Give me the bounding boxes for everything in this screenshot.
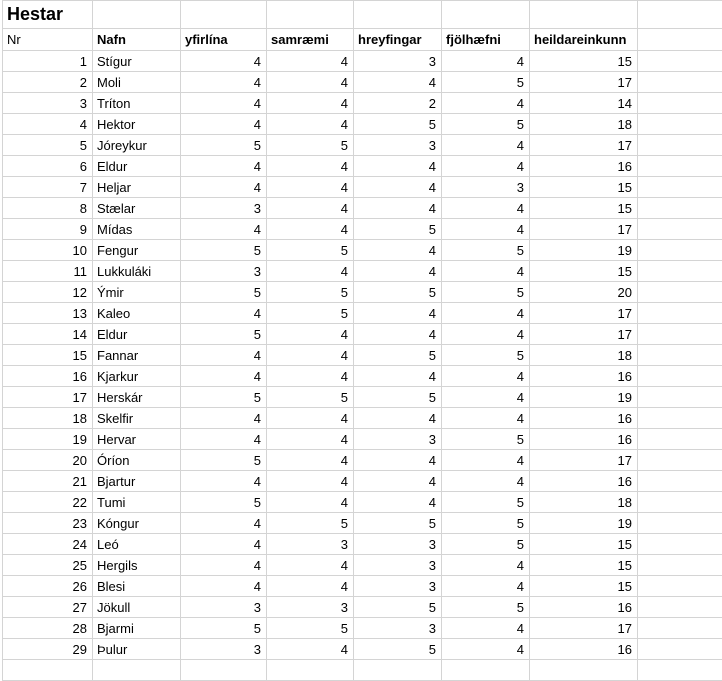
empty-cell[interactable] [638,660,722,681]
cell-heildareinkunn[interactable]: 17 [530,219,638,240]
header-cell-nafn[interactable]: Nafn [93,29,181,51]
empty-cell[interactable] [638,555,722,576]
empty-cell[interactable] [638,450,722,471]
cell-samraemi[interactable]: 4 [267,177,354,198]
table-row [3,450,722,471]
cell-yfirlina[interactable]: 4 [181,471,267,492]
cell-heildareinkunn[interactable]: 19 [530,513,638,534]
cell-yfirlina[interactable]: 4 [181,51,267,72]
table-row [3,387,722,408]
table-row [3,324,722,345]
cell-yfirlina[interactable]: 5 [181,492,267,513]
table-row [3,240,722,261]
empty-cell[interactable] [638,534,722,555]
table-row [3,639,722,660]
cell-fjolhaefni[interactable]: 5 [442,513,530,534]
empty-cell[interactable] [638,198,722,219]
table-row [3,156,722,177]
cell-nafn[interactable]: Mídas [93,219,181,240]
table-row [3,492,722,513]
cell-hreyfingar[interactable]: 4 [354,303,442,324]
cell-nr[interactable]: 24 [3,534,93,555]
cell-heildareinkunn[interactable]: 19 [530,387,638,408]
cell-nafn[interactable]: Jökull [93,597,181,618]
cell-yfirlina[interactable]: 3 [181,198,267,219]
cell-hreyfingar[interactable]: 2 [354,93,442,114]
cell-yfirlina[interactable]: 4 [181,555,267,576]
cell-samraemi[interactable]: 4 [267,93,354,114]
cell-nafn[interactable]: Hergils [93,555,181,576]
cell-fjolhaefni[interactable]: 3 [442,177,530,198]
cell-nr[interactable]: 13 [3,303,93,324]
cell-nafn[interactable]: Jóreykur [93,135,181,156]
cell-nr[interactable]: 1 [3,51,93,72]
cell-nr[interactable]: 9 [3,219,93,240]
cell-yfirlina[interactable]: 5 [181,240,267,261]
cell-nafn[interactable]: Blesi [93,576,181,597]
cell-nr[interactable]: 3 [3,93,93,114]
cell-heildareinkunn[interactable]: 15 [530,576,638,597]
cell-nafn[interactable]: Heljar [93,177,181,198]
cell-hreyfingar[interactable]: 3 [354,555,442,576]
cell-nafn[interactable]: Kjarkur [93,366,181,387]
cell-yfirlina[interactable]: 4 [181,177,267,198]
cell-samraemi[interactable]: 4 [267,72,354,93]
cell-hreyfingar[interactable]: 3 [354,576,442,597]
cell-samraemi[interactable]: 4 [267,429,354,450]
cell-yfirlina[interactable]: 4 [181,366,267,387]
empty-cell[interactable] [638,114,722,135]
cell-heildareinkunn[interactable]: 15 [530,261,638,282]
cell-nr[interactable]: 5 [3,135,93,156]
cell-fjolhaefni[interactable]: 4 [442,450,530,471]
cell-hreyfingar[interactable]: 3 [354,429,442,450]
cell-fjolhaefni[interactable]: 4 [442,618,530,639]
header-cell-fjolhaefni[interactable]: fjölhæfni [442,29,530,51]
table-row [3,408,722,429]
cell-yfirlina[interactable]: 4 [181,114,267,135]
cell-fjolhaefni[interactable]: 4 [442,135,530,156]
cell-hreyfingar[interactable]: 5 [354,114,442,135]
cell-nafn[interactable]: Bjartur [93,471,181,492]
table-row [3,429,722,450]
cell-hreyfingar[interactable]: 4 [354,324,442,345]
cell-hreyfingar[interactable]: 4 [354,408,442,429]
cell-fjolhaefni[interactable]: 4 [442,639,530,660]
spreadsheet-grid [2,0,722,681]
cell-yfirlina[interactable]: 3 [181,261,267,282]
cell-samraemi[interactable]: 3 [267,597,354,618]
cell-samraemi[interactable]: 4 [267,114,354,135]
cell-fjolhaefni[interactable]: 4 [442,156,530,177]
table-row [3,597,722,618]
cell-nr[interactable]: 21 [3,471,93,492]
empty-cell[interactable] [638,345,722,366]
cell-nafn[interactable]: Moli [93,72,181,93]
cell-yfirlina[interactable]: 3 [181,639,267,660]
empty-cell[interactable] [638,597,722,618]
cell-nr[interactable]: 19 [3,429,93,450]
cell-hreyfingar[interactable]: 3 [354,534,442,555]
empty-cell[interactable] [638,72,722,93]
cell-samraemi[interactable]: 5 [267,240,354,261]
cell-nr[interactable]: 8 [3,198,93,219]
cell-nafn[interactable]: Hervar [93,429,181,450]
cell-hreyfingar[interactable]: 4 [354,366,442,387]
table-row [3,282,722,303]
cell-yfirlina[interactable]: 5 [181,450,267,471]
cell-fjolhaefni[interactable]: 5 [442,534,530,555]
cell-nafn[interactable]: Stígur [93,51,181,72]
cell-samraemi[interactable]: 5 [267,387,354,408]
cell-fjolhaefni[interactable]: 4 [442,471,530,492]
cell-hreyfingar[interactable]: 5 [354,345,442,366]
header-cell-hreyfingar[interactable]: hreyfingar [354,29,442,51]
cell-hreyfingar[interactable]: 4 [354,198,442,219]
cell-heildareinkunn[interactable]: 16 [530,639,638,660]
cell-fjolhaefni[interactable]: 4 [442,51,530,72]
empty-cell[interactable] [638,303,722,324]
cell-nr[interactable]: 10 [3,240,93,261]
cell-nafn[interactable]: Óríon [93,450,181,471]
cell-hreyfingar[interactable]: 3 [354,51,442,72]
cell-hreyfingar[interactable]: 4 [354,240,442,261]
cell-heildareinkunn[interactable]: 17 [530,135,638,156]
cell-hreyfingar[interactable]: 4 [354,177,442,198]
cell-nr[interactable]: 11 [3,261,93,282]
cell-heildareinkunn[interactable]: 16 [530,429,638,450]
cell-samraemi[interactable]: 4 [267,555,354,576]
cell-fjolhaefni[interactable]: 4 [442,576,530,597]
title-row [3,1,722,29]
cell-nr[interactable]: 17 [3,387,93,408]
empty-cell[interactable] [638,513,722,534]
cell-fjolhaefni[interactable]: 4 [442,261,530,282]
cell-yfirlina[interactable]: 4 [181,72,267,93]
empty-cell[interactable] [638,366,722,387]
cell-fjolhaefni[interactable]: 5 [442,345,530,366]
cell-fjolhaefni[interactable]: 4 [442,303,530,324]
empty-cell[interactable] [638,618,722,639]
table-row [3,261,722,282]
table-row [3,555,722,576]
table-row [3,576,722,597]
cell-heildareinkunn[interactable]: 16 [530,156,638,177]
cell-nr[interactable]: 14 [3,324,93,345]
header-cell-heildareinkunn[interactable]: heildareinkunn [530,29,638,51]
header-cell-samraemi[interactable]: samræmi [267,29,354,51]
cell-hreyfingar[interactable]: 4 [354,450,442,471]
empty-cell[interactable] [181,660,267,681]
header-cell-yfirlina[interactable]: yfirlína [181,29,267,51]
cell-yfirlina[interactable]: 5 [181,324,267,345]
cell-nafn[interactable]: Bjarmi [93,618,181,639]
empty-cell[interactable] [638,156,722,177]
cell-hreyfingar[interactable]: 4 [354,72,442,93]
cell-samraemi[interactable]: 4 [267,471,354,492]
cell-nafn[interactable]: Kóngur [93,513,181,534]
cell-samraemi[interactable]: 4 [267,450,354,471]
cell-nafn[interactable]: Fengur [93,240,181,261]
cell-heildareinkunn[interactable]: 14 [530,93,638,114]
empty-cell[interactable] [638,408,722,429]
cell-nafn[interactable]: Tumi [93,492,181,513]
empty-cell[interactable] [181,1,267,29]
cell-nr[interactable]: 2 [3,72,93,93]
cell-yfirlina[interactable]: 4 [181,219,267,240]
cell-heildareinkunn[interactable]: 15 [530,177,638,198]
table-row [3,471,722,492]
cell-samraemi[interactable]: 4 [267,324,354,345]
empty-cell[interactable] [638,261,722,282]
cell-samraemi[interactable]: 5 [267,303,354,324]
cell-hreyfingar[interactable]: 5 [354,219,442,240]
cell-yfirlina[interactable]: 4 [181,93,267,114]
cell-fjolhaefni[interactable]: 5 [442,492,530,513]
cell-nafn[interactable]: Eldur [93,324,181,345]
cell-nr[interactable]: 12 [3,282,93,303]
cell-fjolhaefni[interactable]: 4 [442,408,530,429]
cell-heildareinkunn[interactable]: 17 [530,450,638,471]
cell-yfirlina[interactable]: 4 [181,408,267,429]
sheet-title-cell[interactable]: Hestar [3,1,93,29]
empty-cell[interactable] [638,135,722,156]
cell-samraemi[interactable]: 4 [267,366,354,387]
cell-nr[interactable]: 22 [3,492,93,513]
cell-hreyfingar[interactable]: 3 [354,618,442,639]
cell-fjolhaefni[interactable]: 5 [442,240,530,261]
cell-hreyfingar[interactable]: 5 [354,282,442,303]
cell-yfirlina[interactable]: 4 [181,513,267,534]
table-row [3,93,722,114]
table-row [3,618,722,639]
cell-yfirlina[interactable]: 5 [181,135,267,156]
header-row [3,29,722,51]
empty-cell[interactable] [530,1,638,29]
table-row [3,366,722,387]
cell-samraemi[interactable]: 5 [267,618,354,639]
table-row [3,135,722,156]
cell-hreyfingar[interactable]: 4 [354,471,442,492]
cell-heildareinkunn[interactable]: 20 [530,282,638,303]
empty-cell[interactable] [638,492,722,513]
empty-row [3,660,722,681]
cell-samraemi[interactable]: 4 [267,51,354,72]
cell-nafn[interactable]: Hektor [93,114,181,135]
cell-nr[interactable]: 26 [3,576,93,597]
cell-samraemi[interactable]: 5 [267,135,354,156]
empty-cell[interactable] [93,660,181,681]
cell-yfirlina[interactable]: 5 [181,618,267,639]
cell-nr[interactable]: 4 [3,114,93,135]
cell-samraemi[interactable]: 4 [267,219,354,240]
cell-nafn[interactable]: Herskár [93,387,181,408]
cell-yfirlina[interactable]: 3 [181,597,267,618]
empty-cell[interactable] [354,660,442,681]
cell-yfirlina[interactable]: 5 [181,387,267,408]
cell-samraemi[interactable]: 4 [267,492,354,513]
cell-nafn[interactable]: Lukkuláki [93,261,181,282]
cell-nafn[interactable]: Skelfir [93,408,181,429]
cell-fjolhaefni[interactable]: 5 [442,429,530,450]
cell-nafn[interactable]: Þulur [93,639,181,660]
empty-cell[interactable] [638,240,722,261]
cell-heildareinkunn[interactable]: 18 [530,114,638,135]
empty-cell[interactable] [638,29,722,51]
cell-heildareinkunn[interactable]: 15 [530,555,638,576]
cell-nafn[interactable]: Leó [93,534,181,555]
cell-yfirlina[interactable]: 4 [181,345,267,366]
cell-hreyfingar[interactable]: 3 [354,135,442,156]
cell-heildareinkunn[interactable]: 18 [530,492,638,513]
cell-heildareinkunn[interactable]: 17 [530,618,638,639]
empty-cell[interactable] [638,1,722,29]
cell-hreyfingar[interactable]: 4 [354,156,442,177]
cell-hreyfingar[interactable]: 5 [354,513,442,534]
empty-cell[interactable] [638,387,722,408]
cell-samraemi[interactable]: 4 [267,198,354,219]
cell-nafn[interactable]: Fannar [93,345,181,366]
cell-samraemi[interactable]: 5 [267,513,354,534]
cell-heildareinkunn[interactable]: 16 [530,366,638,387]
empty-cell[interactable] [530,660,638,681]
cell-fjolhaefni[interactable]: 4 [442,387,530,408]
cell-nr[interactable]: 16 [3,366,93,387]
empty-cell[interactable] [638,282,722,303]
cell-hreyfingar[interactable]: 5 [354,639,442,660]
table-row [3,534,722,555]
cell-samraemi[interactable]: 5 [267,282,354,303]
cell-hreyfingar[interactable]: 5 [354,387,442,408]
table-row [3,114,722,135]
empty-cell[interactable] [442,1,530,29]
cell-heildareinkunn[interactable]: 19 [530,240,638,261]
cell-nr[interactable]: 20 [3,450,93,471]
cell-heildareinkunn[interactable]: 18 [530,345,638,366]
table-row [3,198,722,219]
empty-cell[interactable] [267,1,354,29]
cell-heildareinkunn[interactable]: 16 [530,597,638,618]
table-row [3,303,722,324]
cell-yfirlina[interactable]: 4 [181,429,267,450]
cell-fjolhaefni[interactable]: 5 [442,114,530,135]
cell-fjolhaefni[interactable]: 4 [442,324,530,345]
cell-fjolhaefni[interactable]: 4 [442,93,530,114]
cell-samraemi[interactable]: 3 [267,534,354,555]
cell-nr[interactable]: 18 [3,408,93,429]
cell-heildareinkunn[interactable]: 16 [530,471,638,492]
cell-samraemi[interactable]: 4 [267,345,354,366]
table-row [3,513,722,534]
table-row [3,345,722,366]
cell-heildareinkunn[interactable]: 15 [530,51,638,72]
cell-fjolhaefni[interactable]: 4 [442,198,530,219]
cell-fjolhaefni[interactable]: 4 [442,219,530,240]
cell-fjolhaefni[interactable]: 5 [442,597,530,618]
cell-nafn[interactable]: Tríton [93,93,181,114]
cell-fjolhaefni[interactable]: 4 [442,555,530,576]
cell-heildareinkunn[interactable]: 17 [530,324,638,345]
cell-nr[interactable]: 27 [3,597,93,618]
table-row [3,51,722,72]
table-row [3,219,722,240]
cell-nr[interactable]: 7 [3,177,93,198]
empty-cell[interactable] [638,471,722,492]
empty-cell[interactable] [638,324,722,345]
cell-samraemi[interactable]: 4 [267,408,354,429]
cell-samraemi[interactable]: 4 [267,639,354,660]
cell-yfirlina[interactable]: 4 [181,303,267,324]
cell-yfirlina[interactable]: 4 [181,576,267,597]
table-row [3,177,722,198]
empty-cell[interactable] [638,429,722,450]
empty-cell[interactable] [638,93,722,114]
cell-heildareinkunn[interactable]: 15 [530,534,638,555]
cell-heildareinkunn[interactable]: 17 [530,72,638,93]
cell-nafn[interactable]: Eldur [93,156,181,177]
cell-nafn[interactable]: Stælar [93,198,181,219]
cell-yfirlina[interactable]: 4 [181,534,267,555]
empty-cell[interactable] [638,639,722,660]
cell-nafn[interactable]: Ýmir [93,282,181,303]
empty-cell[interactable] [638,219,722,240]
empty-cell[interactable] [267,660,354,681]
cell-heildareinkunn[interactable]: 17 [530,303,638,324]
cell-nr[interactable]: 6 [3,156,93,177]
cell-fjolhaefni[interactable]: 4 [442,366,530,387]
cell-hreyfingar[interactable]: 5 [354,597,442,618]
header-cell-nr[interactable]: Nr [3,29,93,51]
cell-samraemi[interactable]: 4 [267,576,354,597]
empty-cell[interactable] [638,51,722,72]
table-row [3,72,722,93]
table-body [3,51,722,660]
cell-heildareinkunn[interactable]: 15 [530,198,638,219]
cell-hreyfingar[interactable]: 4 [354,492,442,513]
empty-cell[interactable] [354,1,442,29]
cell-nr[interactable]: 15 [3,345,93,366]
cell-fjolhaefni[interactable]: 5 [442,72,530,93]
cell-nafn[interactable]: Kaleo [93,303,181,324]
cell-heildareinkunn[interactable]: 16 [530,408,638,429]
cell-samraemi[interactable]: 4 [267,261,354,282]
cell-nr[interactable]: 28 [3,618,93,639]
empty-cell[interactable] [638,576,722,597]
cell-hreyfingar[interactable]: 4 [354,261,442,282]
cell-samraemi[interactable]: 4 [267,156,354,177]
cell-fjolhaefni[interactable]: 5 [442,282,530,303]
empty-cell[interactable] [93,1,181,29]
cell-nr[interactable]: 23 [3,513,93,534]
empty-cell[interactable] [638,177,722,198]
cell-yfirlina[interactable]: 5 [181,282,267,303]
empty-cell[interactable] [442,660,530,681]
cell-nr[interactable]: 29 [3,639,93,660]
empty-cell[interactable] [3,660,93,681]
cell-yfirlina[interactable]: 4 [181,156,267,177]
cell-nr[interactable]: 25 [3,555,93,576]
